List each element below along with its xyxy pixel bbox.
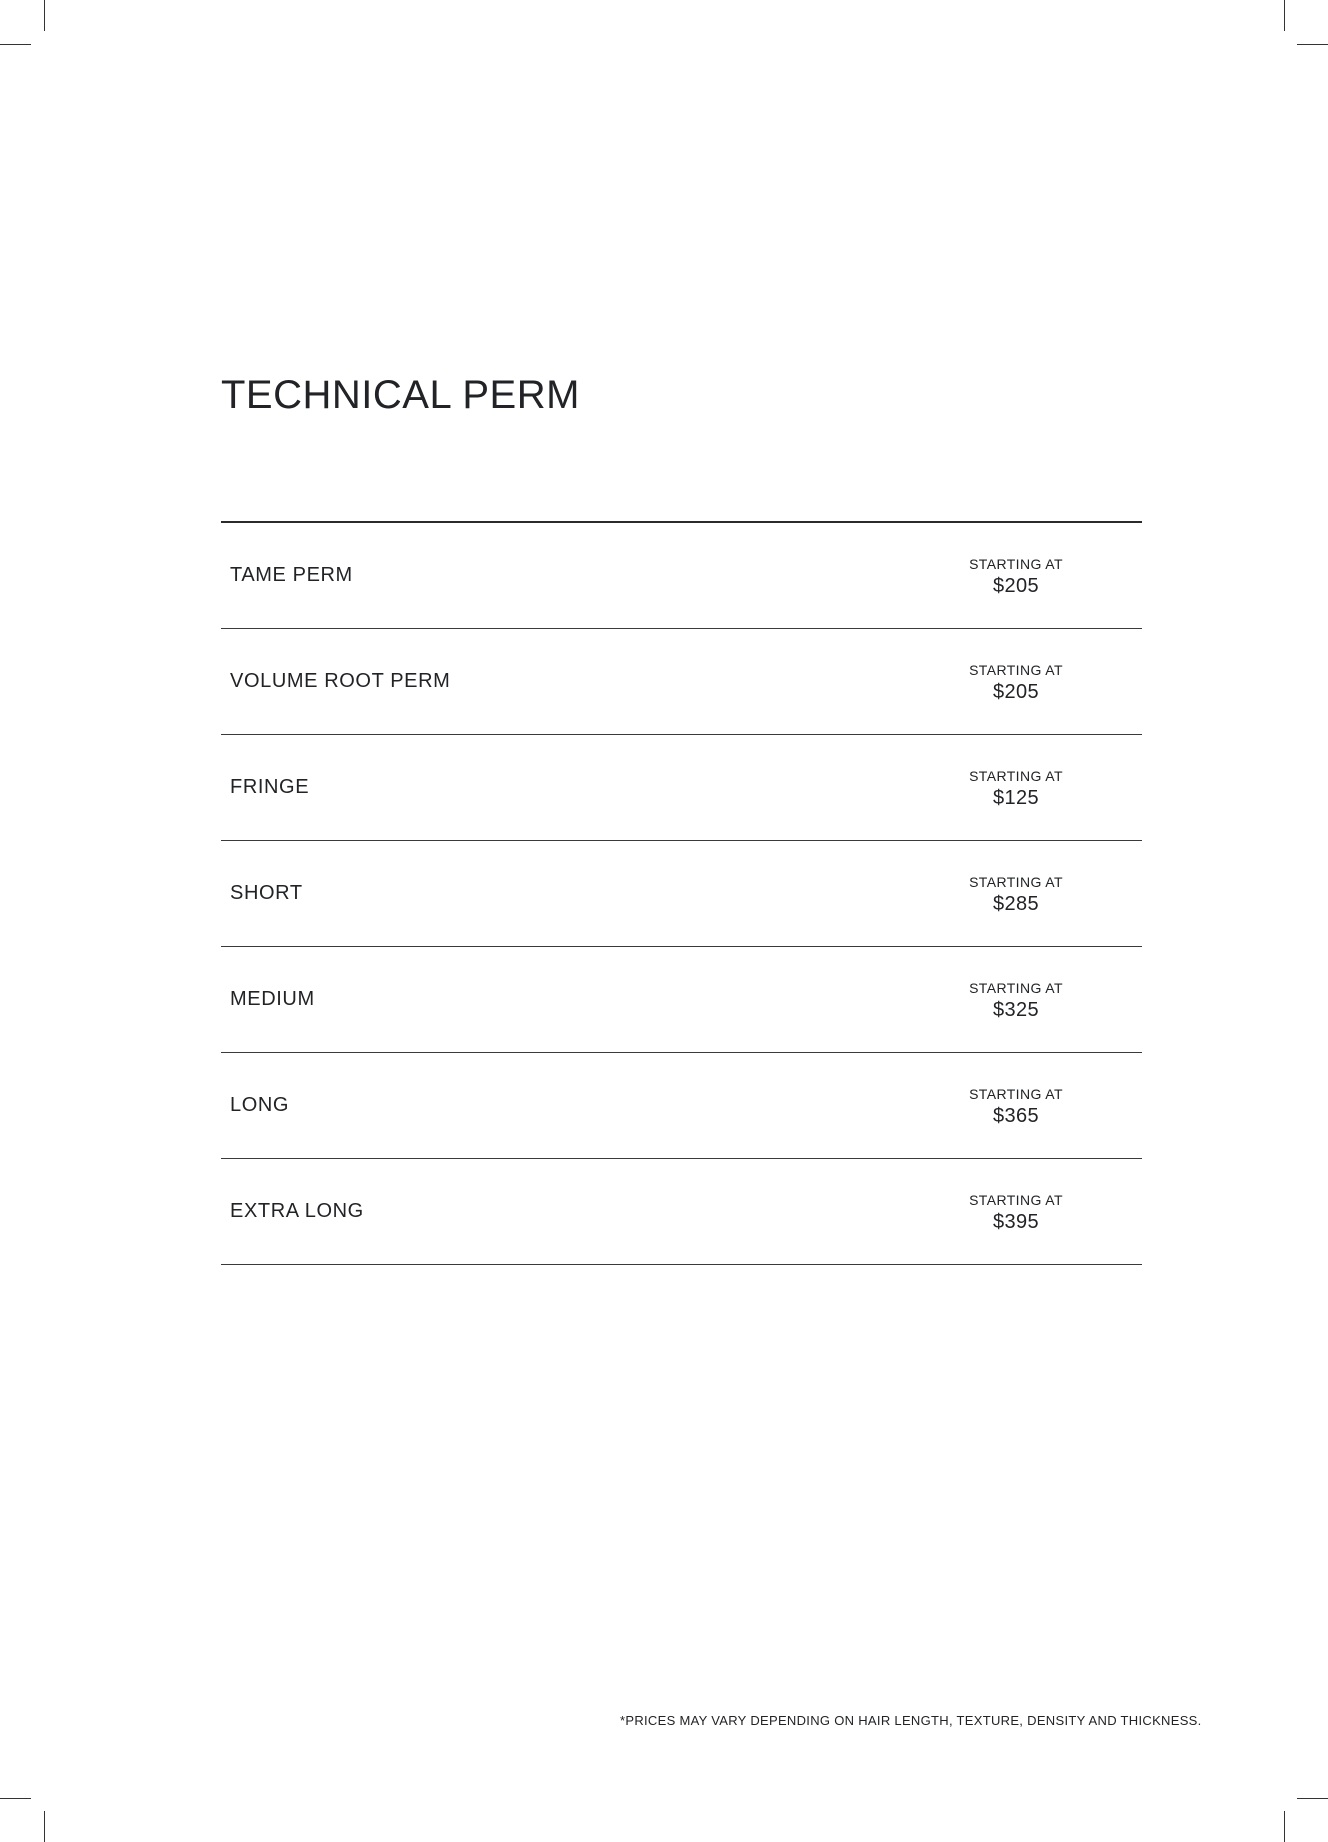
- price-value: $125: [992, 787, 1040, 809]
- price-list: [221, 521, 1142, 1265]
- service-name: SHORT: [230, 882, 303, 904]
- crop-mark-top-left-horizontal: [0, 44, 31, 45]
- service-name: EXTRA LONG: [230, 1200, 364, 1222]
- price-row-medium: [221, 947, 1142, 1053]
- price-block: [941, 1192, 1091, 1236]
- service-name: MEDIUM: [230, 988, 315, 1010]
- price-disclaimer: *PRICES MAY VARY DEPENDING ON HAIR LENGTH, TEXTURE, DENSITY AND THICKNESS.: [620, 1713, 1202, 1728]
- price-label: STARTING AT: [969, 1192, 1063, 1208]
- service-name: FRINGE: [230, 776, 310, 798]
- crop-mark-bottom-left-vertical: [44, 1811, 45, 1842]
- price-label: STARTING AT: [969, 1086, 1063, 1102]
- crop-mark-top-right-horizontal: [1297, 44, 1328, 45]
- price-row-volume-root-perm: [221, 629, 1142, 735]
- crop-mark-bottom-left-horizontal: [0, 1798, 31, 1799]
- service-name: TAME PERM: [230, 564, 353, 586]
- price-block: [941, 556, 1091, 600]
- price-block: [941, 980, 1091, 1024]
- price-block: [941, 768, 1091, 812]
- price-row-tame-perm: [221, 523, 1142, 629]
- service-name: LONG: [230, 1094, 290, 1116]
- crop-mark-bottom-right-vertical: [1284, 1811, 1285, 1842]
- crop-mark-top-right-vertical: [1284, 0, 1285, 31]
- price-block: [941, 662, 1091, 706]
- price-row-long: [221, 1053, 1142, 1159]
- price-label: STARTING AT: [969, 556, 1063, 572]
- price-row-fringe: [221, 735, 1142, 841]
- price-value: $205: [992, 681, 1040, 703]
- page-title: TECHNICAL PERM: [221, 373, 580, 417]
- price-label: STARTING AT: [969, 768, 1063, 784]
- service-name: VOLUME ROOT PERM: [230, 670, 451, 692]
- price-block: [941, 874, 1091, 918]
- price-label: STARTING AT: [969, 980, 1063, 996]
- price-block: [941, 1086, 1091, 1130]
- price-row-extra-long: [221, 1159, 1142, 1265]
- crop-mark-top-left-vertical: [44, 0, 45, 31]
- price-value: $365: [992, 1105, 1040, 1127]
- price-value: $205: [992, 575, 1040, 597]
- price-label: STARTING AT: [969, 662, 1063, 678]
- price-value: $285: [992, 893, 1040, 915]
- crop-mark-bottom-right-horizontal: [1297, 1798, 1328, 1799]
- price-row-short: [221, 841, 1142, 947]
- price-label: STARTING AT: [969, 874, 1063, 890]
- price-value: $395: [992, 1211, 1040, 1233]
- price-value: $325: [992, 999, 1040, 1021]
